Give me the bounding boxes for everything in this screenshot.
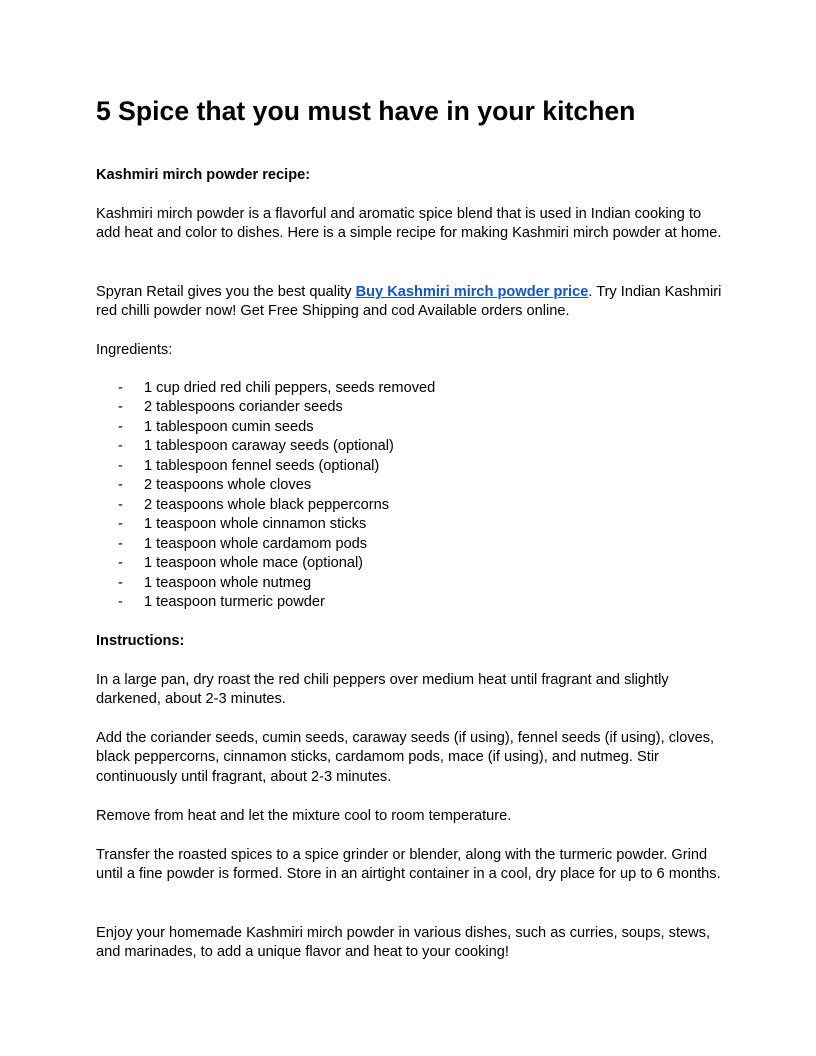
instruction-step: Transfer the roasted spices to a spice grinder or blender, along with the turmeric powder. Grind until a fine powder is formed. Store in an airtight container in a cool, dry place for up to 6 months. [96, 847, 721, 883]
instruction-step: Remove from heat and let the mixture cool to room temperature. [96, 808, 512, 824]
promo-paragraph [96, 283, 726, 322]
instructions-label: Instructions: [96, 633, 185, 649]
list-item: - 2 teaspoons whole black peppercorns [118, 496, 390, 513]
promo-text-before: Spyran Retail gives you the best quality [96, 284, 356, 300]
list-item: - 1 teaspoon turmeric powder [118, 593, 325, 610]
ingredients-label: Ingredients: [96, 342, 173, 358]
instruction-step: In a large pan, dry roast the red chili peppers over medium heat until fragrant and slightly darkened, about 2-3 minutes. [96, 672, 669, 708]
intro-paragraph: Kashmiri mirch powder is a flavorful and aromatic spice blend that is used in Indian cooking to add heat and color to dishes. Here is a simple recipe for making Kashmiri mirch powder at home. [96, 206, 722, 242]
list-item: - 2 teaspoons whole cloves [118, 477, 312, 494]
list-item: - 1 teaspoon whole mace (optional) [118, 555, 364, 572]
list-item: - 1 cup dried red chili peppers, seeds removed [118, 380, 436, 396]
buy-kashmiri-mirch-link[interactable]: Buy Kashmiri mirch powder price [355, 284, 589, 300]
list-item: - 2 tablespoons coriander seeds [118, 399, 343, 416]
list-item: - 1 teaspoon whole cinnamon sticks [118, 516, 367, 533]
instruction-step: Enjoy your homemade Kashmiri mirch powder in various dishes, such as curries, soups, stews, and marinades, to add a unique flavor and heat to your cooking! [96, 925, 710, 961]
promo-text-after: . Try Indian Kashmiri red chilli powder now! Get Free Shipping and cod Available orders online. [96, 284, 722, 320]
section-heading: Kashmiri mirch powder recipe: [96, 167, 311, 183]
page-title: 5 Spice that you must have in your kitchen [96, 96, 636, 126]
list-item: - 1 teaspoon whole nutmeg [118, 574, 312, 591]
list-item: - 1 tablespoon fennel seeds (optional) [118, 457, 380, 474]
instruction-step: Add the coriander seeds, cumin seeds, caraway seeds (if using), fennel seeds (if using), cloves, black peppercorns, cinnamon sticks, cardamom pods, mace (if using), and nutmeg. Stir continuously until fragrant, about 2-3 minutes. [96, 730, 715, 785]
list-item: - 1 teaspoon whole cardamom pods [118, 535, 368, 552]
ingredients-list [96, 379, 435, 612]
list-item: - 1 tablespoon caraway seeds (optional) [118, 438, 394, 455]
list-item: - 1 tablespoon cumin seeds [118, 418, 314, 435]
